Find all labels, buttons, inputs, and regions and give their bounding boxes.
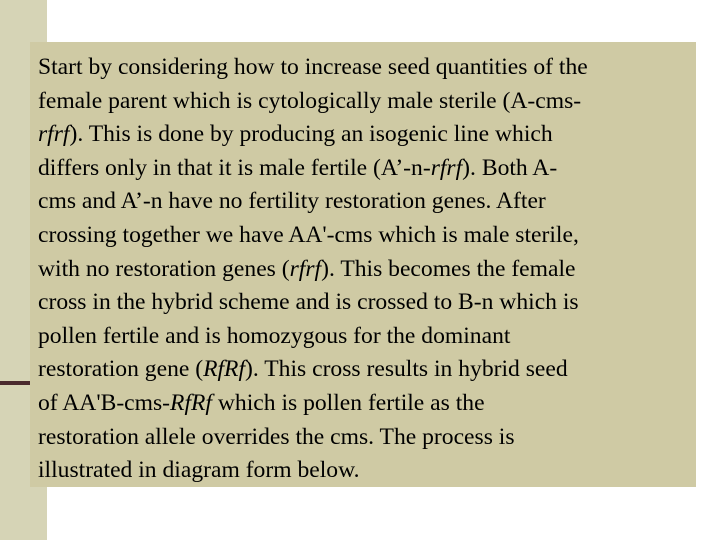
text-run: ). This is done by producing an isogenic line which: [69, 121, 553, 148]
text-run: restoration allele overrides the cms. The process is: [38, 423, 515, 450]
paragraph-line: [38, 118, 688, 152]
text-run: with no restoration genes (: [38, 255, 290, 282]
paragraph-line: [38, 219, 688, 253]
text-run: cms and A’-n have no fertility restoration genes. After: [38, 188, 546, 215]
body-paragraph: [38, 51, 688, 488]
accent-line: [0, 381, 30, 385]
italic-text-run: rfrf: [38, 121, 70, 148]
italic-text-run: RfRf: [170, 389, 212, 416]
text-run: Start by considering how to increase seed quantities of the: [38, 54, 588, 80]
paragraph-line: [38, 185, 688, 219]
paragraph-line: [38, 152, 688, 186]
text-run: crossing together we have AA'-cms which is male sterile,: [38, 221, 579, 248]
paragraph-line: [38, 85, 688, 119]
text-box: [30, 42, 696, 487]
paragraph-line: [38, 387, 688, 421]
text-run: ). This becomes the female: [321, 255, 576, 282]
paragraph-line: [38, 286, 688, 320]
text-run: cross in the hybrid scheme and is crossed to B-n which is: [38, 289, 579, 316]
text-run: illustrated in diagram form below.: [38, 457, 360, 484]
paragraph-line: [38, 51, 688, 85]
text-run: which is pollen fertile as the: [211, 389, 485, 416]
paragraph-line: [38, 421, 688, 455]
text-run: differs only in that it is male fertile (A’-n-: [38, 154, 431, 181]
italic-text-run: rfrf: [289, 255, 322, 282]
text-run: pollen fertile and is homozygous for the dominant: [38, 322, 511, 349]
text-run: ). This cross results in hybrid seed: [245, 356, 568, 383]
italic-text-run: RfRf: [203, 356, 246, 383]
text-run: restoration gene (: [38, 356, 204, 383]
text-run: of AA'B-cms-: [38, 389, 171, 416]
text-run: ). Both A-: [462, 154, 558, 181]
paragraph-line: [38, 353, 688, 387]
italic-text-run: rfrf: [430, 154, 463, 181]
paragraph-line: [38, 320, 688, 354]
paragraph-line: [38, 253, 688, 287]
text-run: female parent which is cytologically male sterile (A-cms-: [38, 87, 582, 114]
paragraph-line: [38, 454, 688, 488]
